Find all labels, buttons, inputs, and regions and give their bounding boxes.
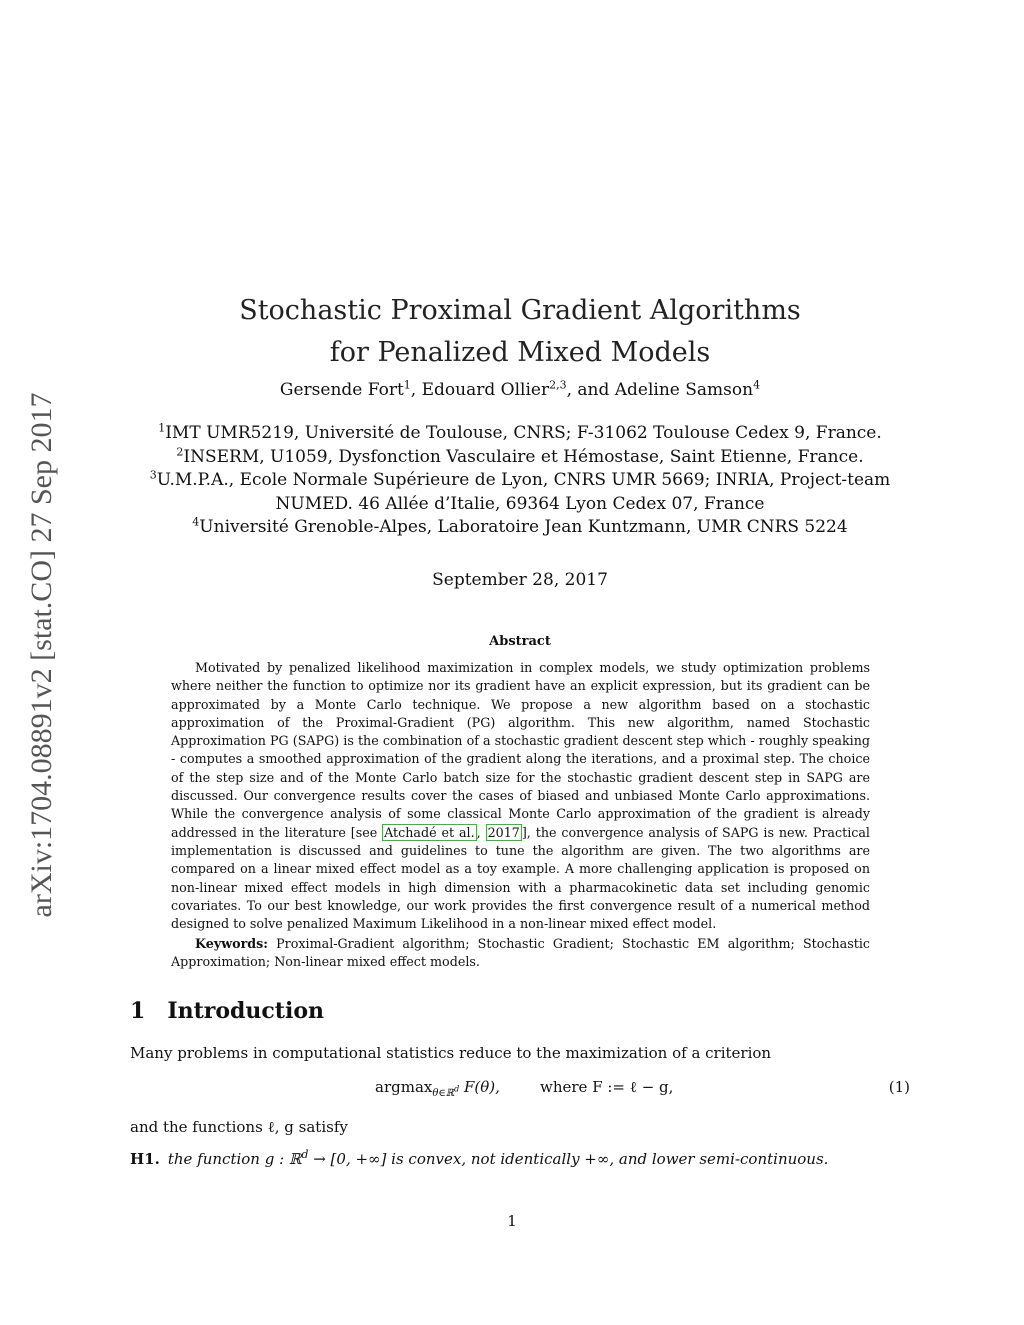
affil-text: IMT UMR5219, Université de Toulouse, CNRS; F-31062 Toulouse Cedex 9, France. [165, 423, 882, 443]
after-equation-text: and the functions ℓ, g satisfy [130, 1118, 348, 1136]
hyp-text-1: the function g : ℝ [167, 1150, 302, 1168]
author-affil-mark: 1 [403, 378, 411, 392]
intro-paragraph: Many problems in computational statistics reduce to the maximization of a criterion [130, 1044, 772, 1062]
citation-year-link[interactable]: 2017 [487, 824, 520, 840]
paper-title [130, 290, 910, 374]
hypothesis-label: H1. [130, 1150, 160, 1168]
hyp-text-2: → [0, +∞] is convex, not identically +∞, and lower semi-continuous. [308, 1150, 829, 1168]
title-line-2: for Penalized Mixed Models [329, 337, 711, 368]
abstract-text: Motivated by penalized likelihood maximization in complex models, we study optimization problems where neither the function to optimize nor its gradient have an explicit expression, but its gradient can be approximated by a Monte Carlo technique. We propose a new algorithm based on a stochastic approximation of the Proximal-Gradient (PG) algorithm. This new algorithm, named Stochastic Approximation PG (SAPG) is the combination of a stochastic gradient descent step which - roughly speaking - computes a smoothed approximation of the gradient along the iterations, and a proximal step. The choice of the step size and of the Monte Carlo batch size for the stochastic gradient descent step in SAPG are discussed. Our convergence results cover the cases of biased and unbiased Monte Carlo approximations. While the convergence analysis of some classical Monte Carlo approximation of the gradient is already addressed in the literature [see [171, 660, 870, 840]
author-separator: , and [566, 380, 615, 400]
eq-operator: argmax [375, 1078, 433, 1096]
affil-text: INSERM, U1059, Dysfonction Vasculaire et Hémostase, Saint Etienne, France. [183, 446, 864, 467]
page-number: 1 [507, 1212, 517, 1230]
hyp-sup: d [301, 1148, 309, 1161]
keywords-text: Proximal-Gradient algorithm; Stochastic Gradient; Stochastic EM algorithm; Stochastic Approximation; Non-linear mixed effect models. [171, 936, 870, 970]
affiliation-line [130, 516, 910, 540]
arxiv-identifier: arXiv:1704.08891v2 [stat.CO] 27 Sep 2017 [25, 392, 58, 918]
affil-mark: 1 [158, 421, 166, 435]
eq-subscript: θ∈ℝ [432, 1088, 455, 1099]
eq-subscript-sup: d [454, 1084, 460, 1094]
author-affil-mark: 4 [753, 378, 761, 392]
author-list [130, 380, 910, 400]
section-number: 1 [130, 998, 146, 1024]
abstract-text: ], the convergence analysis of SAPG is new. Practical implementation is discussed and guidelines to tune the algorithm are given. The two algorithms are compared on a linear mixed effect model as a toy example. A more challenging application is proposed on non-linear mixed effect models in high dimension with a pharmacokinetic data set including genomic covariates. To our best knowledge, our work provides the first convergence result of a numerical method designed to solve penalized Maximum Likelihood in a non-linear mixed effect model. [171, 824, 870, 932]
affiliation-line [130, 446, 910, 470]
citation-separator: , [476, 824, 486, 840]
title-line-1: Stochastic Proximal Gradient Algorithms [239, 295, 801, 326]
author-name: Gersende Fort [279, 380, 404, 400]
affil-text: U.M.P.A., Ecole Normale Supérieure de Lyon, CNRS UMR 5669; INRIA, Project-team [156, 470, 891, 490]
affil-mark: 4 [192, 515, 200, 529]
abstract-heading: Abstract [489, 634, 551, 649]
affil-text: Université Grenoble-Alpes, Laboratoire Jean Kuntzmann, UMR CNRS 5224 [199, 517, 848, 537]
citation-link[interactable]: Atchadé et al. [384, 824, 475, 840]
hypothesis-h1 [130, 1150, 910, 1168]
section-heading [130, 998, 324, 1024]
keywords-label: Keywords: [195, 936, 268, 951]
keywords [171, 935, 870, 972]
affil-mark: 3 [149, 468, 157, 482]
affiliation-list [130, 422, 910, 540]
author-affil-mark: 2,3 [549, 378, 567, 392]
affil-mark: 2 [176, 444, 184, 458]
affil-text: NUMED. 46 Allée d’Italie, 69364 Lyon Cedex 07, France [275, 493, 765, 514]
hypothesis-text [168, 1150, 829, 1168]
abstract-body [171, 659, 870, 933]
section-title: Introduction [167, 998, 324, 1024]
eq-function: F(θ), [459, 1078, 500, 1096]
equation-where: where F := ℓ − g, [540, 1078, 674, 1096]
author-name: Adeline Samson [614, 380, 754, 400]
equation-number: (1) [888, 1078, 910, 1096]
affiliation-line [130, 493, 910, 517]
author-separator: , [410, 380, 422, 400]
affiliation-line [130, 469, 910, 493]
author-name: Edouard Ollier [421, 380, 550, 400]
publication-date: September 28, 2017 [432, 570, 608, 590]
equation-expression [375, 1078, 500, 1099]
equation-1 [130, 1078, 910, 1102]
affiliation-line [130, 422, 910, 446]
